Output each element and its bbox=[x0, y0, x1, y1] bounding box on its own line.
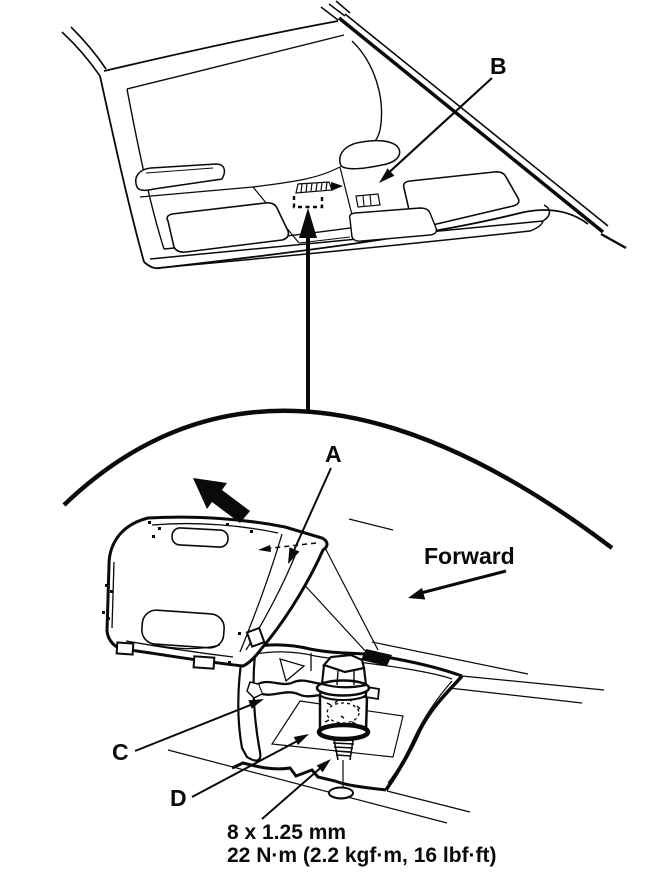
switch-detail bbox=[356, 194, 380, 207]
cover-upper-slot bbox=[172, 528, 229, 548]
callout-a-label: A bbox=[325, 441, 342, 467]
bolt-spec-torque: 22 N·m (2.2 kgf·m, 16 lbf·ft) bbox=[227, 844, 497, 867]
console-cover-drawing bbox=[102, 441, 515, 669]
bolt-spec-size: 8 x 1.25 mm bbox=[227, 821, 347, 844]
roof-frame-left bbox=[100, 76, 144, 262]
callout-b-label: B bbox=[490, 53, 507, 79]
roof-overview-drawing bbox=[62, 1, 626, 412]
console-lower-lens bbox=[350, 208, 437, 241]
forward-arrow bbox=[408, 571, 506, 600]
anchor-bolt-drawing bbox=[247, 655, 379, 799]
bolt-threads bbox=[333, 739, 354, 760]
spacer-bottom-band bbox=[319, 725, 368, 739]
sunroof-edge-right bbox=[352, 41, 382, 153]
connector-detail bbox=[296, 182, 343, 193]
forward-label: Forward bbox=[424, 543, 515, 569]
overhead-console-drawing bbox=[136, 141, 550, 268]
console-right-hook bbox=[543, 205, 550, 221]
pillar-line bbox=[71, 27, 106, 69]
console-center-pocket bbox=[340, 141, 400, 169]
mount-bolt-detail-drawing bbox=[112, 642, 604, 867]
roof-frame-top bbox=[104, 21, 338, 71]
sunroof-edge-top bbox=[127, 35, 344, 89]
console-divider bbox=[340, 167, 352, 215]
map-light-lens-left bbox=[167, 203, 288, 252]
callout-c-label: C bbox=[112, 739, 129, 765]
cover-location-dashed-outline bbox=[294, 196, 322, 207]
headliner-crease-line bbox=[349, 519, 393, 530]
assembly-direction-arrow bbox=[299, 208, 317, 412]
cover-lower-slot bbox=[141, 609, 225, 649]
callout-d-label: D bbox=[170, 785, 187, 811]
headliner-context-lines bbox=[168, 642, 604, 823]
